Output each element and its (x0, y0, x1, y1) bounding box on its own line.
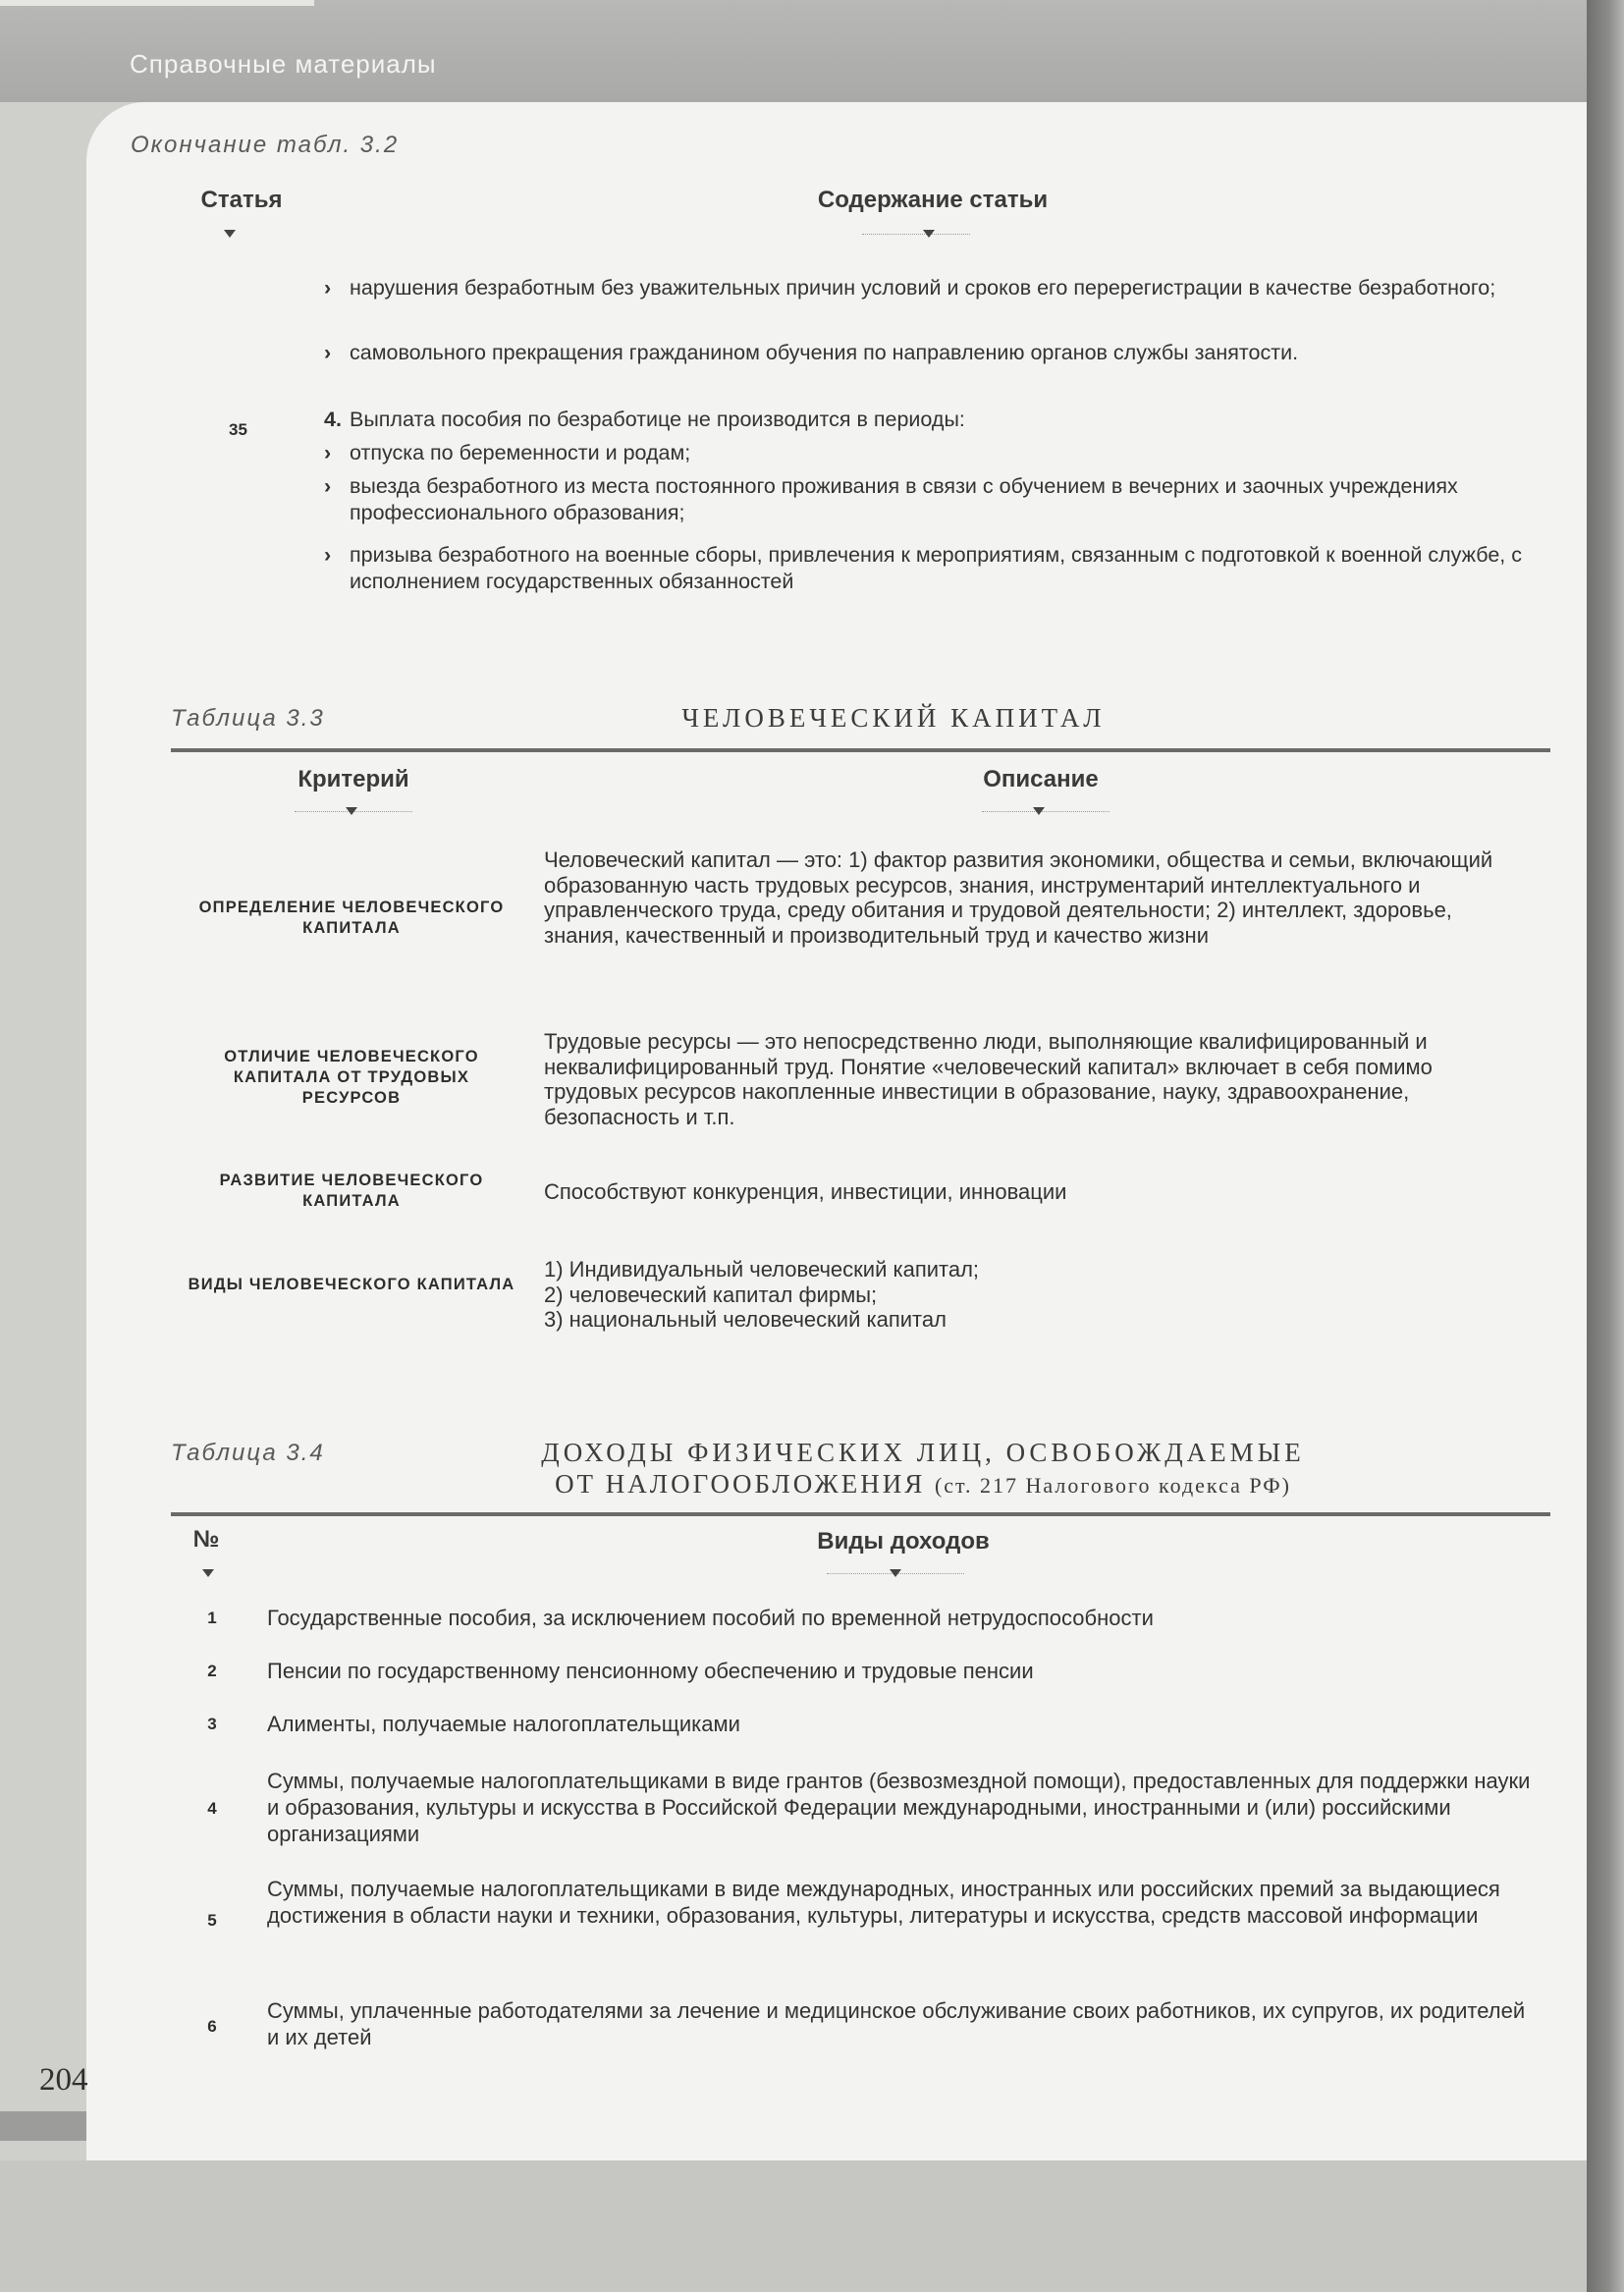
row-number: 3 (207, 1715, 217, 1733)
chevron-right-icon: › (324, 543, 332, 567)
chevron-right-icon: › (324, 474, 332, 498)
page-number: 204 (39, 2062, 88, 2098)
list-item (324, 340, 1540, 366)
criterion-cell: РАЗВИТИЕ ЧЕЛОВЕЧЕСКОГО КАПИТАЛА (219, 1172, 484, 1210)
section-title: Справочные материалы (130, 49, 437, 79)
down-arrow-icon (923, 230, 935, 238)
table34-title-line1: ДОХОДЫ ФИЗИЧЕСКИХ ЛИЦ, ОСВОБОЖДАЕМЫЕ (541, 1438, 1305, 1467)
list-item-text: нарушения безработным без уважительных причин условий и сроков его перерегистрации в качестве безработного; (350, 276, 1496, 300)
table34-top-rule (171, 1512, 1550, 1516)
bottom-band (0, 2160, 1587, 2292)
table33-label: Таблица 3.3 (171, 705, 325, 732)
table33-title: ЧЕЛОВЕЧЕСКИЙ КАПИТАЛ (681, 703, 1106, 733)
list-item-text: выезда безработного из места постоянного проживания в связи с обучением в вечерних и заочных учреждениях профессионального образования; (350, 474, 1458, 524)
table32-col-content: Содержание статьи (817, 187, 1049, 213)
chevron-right-icon: › (324, 276, 332, 300)
description-cell: 1) Индивидуальный человеческий капитал; 2) человеческий капитал фирмы; 3) национальный человеческий капитал (544, 1257, 980, 1332)
table34-label: Таблица 3.4 (171, 1440, 325, 1466)
table32-caption: Окончание табл. 3.2 (131, 132, 400, 158)
row-number: 1 (207, 1609, 217, 1627)
down-arrow-icon (224, 230, 236, 238)
income-type-cell: Алименты, получаемые налогоплательщиками (267, 1712, 740, 1736)
income-type-cell: Суммы, получаемые налогоплательщиками в виде грантов (безвозмездной помощи), предоставленных для поддержки науки и образования, культуры и искусства в Российской Федерации международными, иностранными и (или) российскими организациями (267, 1769, 1531, 1846)
description-cell: Способствуют конкуренция, инвестиции, инновации (544, 1179, 1067, 1204)
header-divider (862, 234, 970, 235)
table34-col-income-type: Виды доходов (817, 1528, 990, 1555)
income-type-cell: Суммы, получаемые налогоплательщиками в виде международных, иностранных или российских премий за выдающиеся достижения в области науки и техники, образования, культуры, литературы и искусства, средств массовой информации (267, 1877, 1500, 1928)
list-item-text: отпуска по беременности и родам; (350, 441, 691, 464)
criterion-cell: ОПРЕДЕЛЕНИЕ ЧЕЛОВЕЧЕСКОГО КАПИТАЛА (198, 899, 505, 937)
page-tab (0, 2111, 86, 2141)
table33-top-rule (171, 748, 1550, 752)
table34-title-main: ОТ НАЛОГООБЛОЖЕНИЯ (555, 1469, 926, 1499)
row-number: 4 (207, 1799, 217, 1818)
list-item (324, 440, 1540, 466)
income-type-cell: Пенсии по государственному пенсионному обеспечению и трудовые пенсии (267, 1659, 1034, 1683)
table33-col-criterion: Критерий (298, 766, 409, 792)
table32-col-article: Статья (200, 187, 283, 213)
down-arrow-icon (1033, 807, 1045, 815)
list-item (324, 473, 1540, 526)
list-item-text: призыва безработного на военные сборы, привлечения к мероприятиям, связанным с подготовкой к военной службе, с исполнением государственных обязанностей (350, 543, 1523, 593)
header-notch (0, 0, 314, 6)
list-item-text: Выплата пособия по безработице не производится в периоды: (350, 408, 965, 431)
list-item (324, 275, 1540, 301)
income-type-cell: Суммы, уплаченные работодателями за лечение и медицинское обслуживание своих работников, их супругов, их родителей и их детей (267, 1998, 1526, 2049)
list-item (324, 407, 1540, 433)
down-arrow-icon (890, 1569, 901, 1577)
table34-title-line2 (412, 1469, 1434, 1500)
table33-col-description: Описание (983, 766, 1099, 792)
row-number: 2 (207, 1662, 217, 1680)
list-item-text: самовольного прекращения гражданином обучения по направлению органов службы занятости. (350, 341, 1299, 364)
criterion-cell: ВИДЫ ЧЕЛОВЕЧЕСКОГО КАПИТАЛА (188, 1276, 515, 1293)
list-item-number: 4. (324, 408, 342, 431)
down-arrow-icon (202, 1569, 214, 1577)
header-divider (982, 811, 1110, 812)
page-edge-shadow (1587, 0, 1624, 2292)
description-cell: Человеческий капитал — это: 1) фактор развития экономики, общества и семьи, включающий образованную часть трудовых ресурсов, знания, инструментарий интеллектуального и управленческого труда, среду обитания и трудовой деятельности; 2) интеллект, здоровье, знания, качественный и производительный труд и качество жизни (544, 847, 1493, 948)
table34-title-reference: (ст. 217 Налогового кодекса РФ) (934, 1473, 1291, 1498)
row-number: 6 (207, 2017, 217, 2036)
chevron-right-icon: › (324, 441, 332, 464)
chevron-right-icon: › (324, 341, 332, 364)
income-type-cell: Государственные пособия, за исключением пособий по временной нетрудоспособности (267, 1606, 1154, 1630)
list-item (324, 542, 1540, 595)
row-number: 5 (207, 1911, 217, 1930)
down-arrow-icon (346, 807, 357, 815)
table34-col-number: № (192, 1526, 220, 1553)
description-cell: Трудовые ресурсы — это непосредственно люди, выполняющие квалифицированный и неквалифицированный труд. Понятие «человеческий капитал» включает в себя помимо трудовых ресурсов накопленные инвестиции в образование, науку, здравоохранение, безопасность и т.п. (544, 1029, 1433, 1129)
article-number: 35 (229, 420, 247, 439)
criterion-cell: ОТЛИЧИЕ ЧЕЛОВЕЧЕСКОГО КАПИТАЛА ОТ ТРУДОВЫХ РЕСУРСОВ (224, 1048, 479, 1107)
